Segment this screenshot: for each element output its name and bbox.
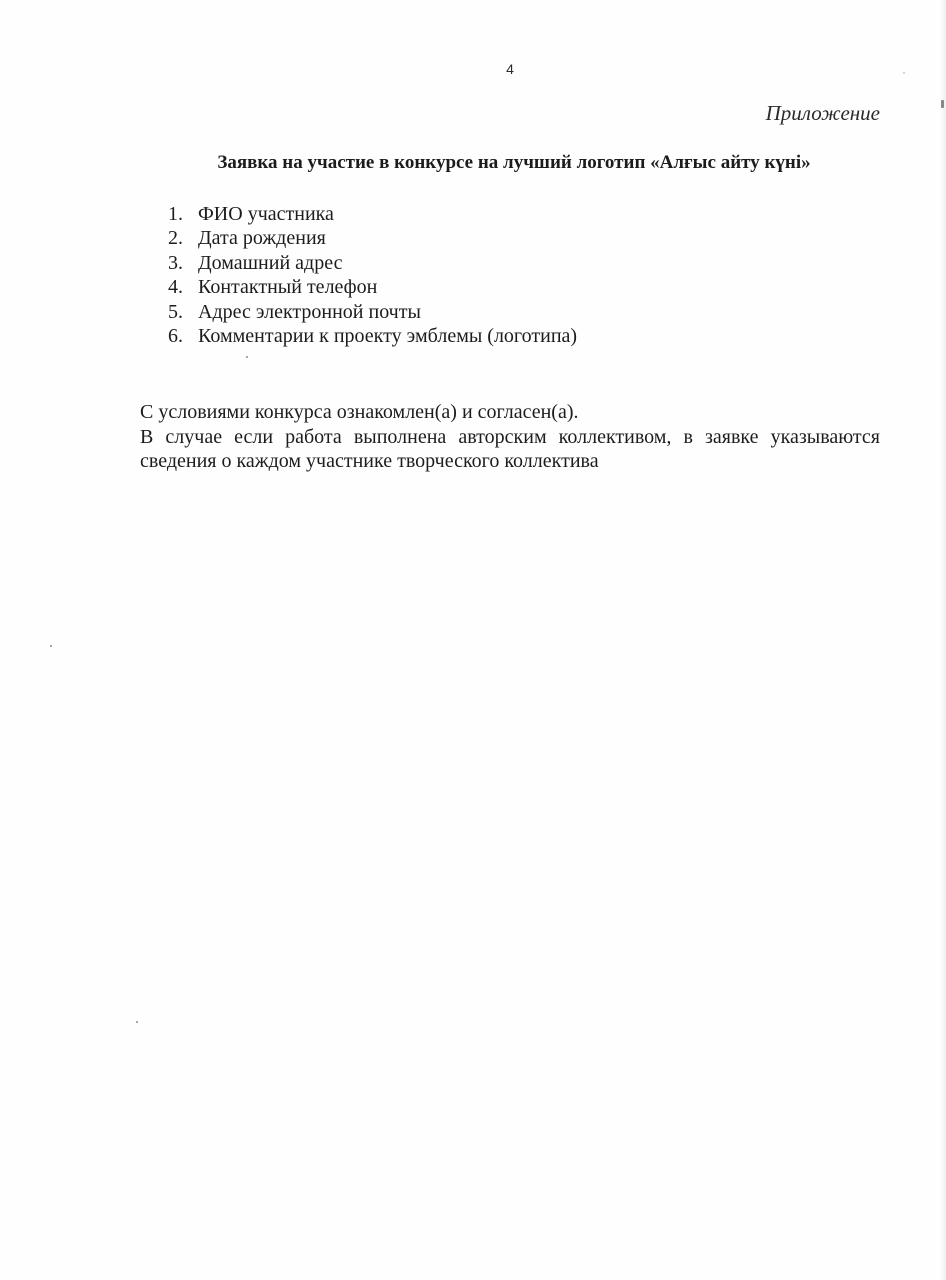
list-item-label: Комментарии к проекту эмблемы (логотипа) bbox=[198, 325, 578, 348]
appendix-label: Приложение bbox=[765, 101, 880, 125]
list-item-number: 6. bbox=[168, 325, 183, 348]
application-fields-list bbox=[168, 202, 577, 348]
list-item-label: Домашний адрес bbox=[198, 251, 343, 274]
consent-statement: С условиями конкурса ознакомлен(а) и согласен(а). bbox=[140, 401, 579, 423]
list-item-label: ФИО участника bbox=[198, 203, 334, 225]
scan-edge-shadow bbox=[940, 0, 946, 1280]
list-item-label: Адрес электронной почты bbox=[198, 300, 421, 323]
scan-speck bbox=[903, 72, 905, 74]
list-item-label: Дата рождения bbox=[198, 227, 326, 250]
page-number: 4 bbox=[506, 61, 514, 77]
list-item-number: 4. bbox=[168, 276, 183, 299]
list-item-number: 5. bbox=[168, 300, 183, 323]
document-title: Заявка на участие в конкурсе на лучший логотип «Алғыс айту күні» bbox=[217, 152, 811, 173]
list-item bbox=[168, 226, 577, 250]
list-item-label: Контактный телефон bbox=[198, 276, 378, 299]
list-item-number: 1. bbox=[168, 203, 183, 225]
list-item bbox=[168, 275, 577, 299]
list-item bbox=[168, 324, 577, 348]
scan-speck bbox=[136, 1021, 138, 1023]
collective-note: В случае если работа выполнена авторским коллективом, в заявке указываются сведения о каждом участнике творческого коллектива bbox=[140, 426, 880, 473]
list-item bbox=[168, 300, 577, 324]
list-item bbox=[168, 251, 577, 275]
scan-speck bbox=[50, 645, 52, 647]
list-item-number: 3. bbox=[168, 251, 183, 274]
list-item bbox=[168, 202, 577, 226]
scan-speck bbox=[246, 356, 248, 358]
list-item-number: 2. bbox=[168, 227, 183, 250]
